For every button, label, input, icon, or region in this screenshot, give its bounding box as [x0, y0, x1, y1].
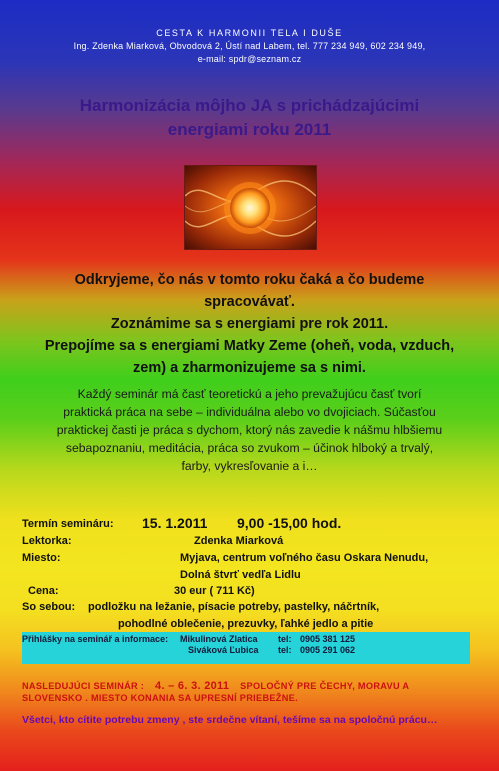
headline-line: Prepojíme sa s energiami Matky Zeme (oheň, voda, vzduch,: [44, 338, 455, 354]
term-label: Termín semináru:: [22, 518, 114, 530]
page-title: [0, 94, 499, 142]
lecturer-label: Lektorka:: [22, 535, 72, 547]
email-line: e-mail: spdr@seznam.cz: [197, 54, 302, 64]
next-seminar-dates: 4. – 6. 3. 2011: [155, 680, 230, 692]
description-line: praktickej časti je práca s dychom, ktorý nás zavedie k nášmu hlbšiemu: [56, 423, 443, 437]
next-seminar-text-1: SPOLOČNÝ PRE ČECHY, MORAVU A: [240, 681, 410, 691]
title-line-2: energiami roku 2011: [167, 120, 332, 139]
place-label: Miesto:: [22, 552, 61, 564]
contact-phone-2: 0905 291 062: [300, 645, 356, 655]
description-line: farby, vykresľovanie a i…: [181, 459, 318, 473]
sun-illustration: [185, 166, 316, 249]
contact-box: [22, 632, 470, 664]
organization-name: CESTA K HARMONII TELA I DUŠE: [156, 28, 343, 38]
description-line: sebapoznaniu, meditácia, práca so zvukom – účinok hlboký a trvalý,: [65, 441, 434, 455]
sun-image: [184, 165, 317, 250]
bring-label: So sebou:: [22, 601, 76, 613]
next-seminar: [22, 680, 492, 704]
address-line: Ing. Zdenka Miarková, Obvodová 2, Ústí nad Labem, tel. 777 234 949, 602 234 949,: [73, 41, 426, 51]
contact-tel-label-1: tel:: [278, 634, 292, 644]
headline-line: Odkryjeme, čo nás v tomto roku čaká a čo budeme: [74, 272, 425, 288]
contact-lead: Přihlášky na seminář a informace:: [22, 634, 169, 644]
title-line-1: Harmonizácia môjho JA s prichádzajúcimi: [79, 96, 420, 115]
price-label: Cena:: [28, 585, 59, 597]
contact-phone-1: 0905 381 125: [300, 634, 356, 644]
description-line: praktická práca na sebe – individuálna alebo vo dvojiciach. Súčasťou: [63, 405, 436, 419]
headline-block: [10, 269, 489, 379]
contact-person-2: Siváková Ľubica: [188, 645, 259, 655]
closing-message: Všetci, kto cítite potrebu zmeny , ste srdečne vítaní, tešíme sa na spoločnú prácu…: [22, 714, 438, 726]
description-line: Každý seminár má časť teoretickú a jeho prevažujúcu časť tvorí: [77, 387, 422, 401]
bring-line-2: pohodlné oblečenie, prezuvky, ľahké jedlo a pitie: [118, 618, 374, 630]
headline-line: zem) a zharmonizujeme sa s nimi.: [133, 360, 366, 376]
headline-line: spracovávať.: [204, 294, 295, 310]
contact-person-1: Mikulinová Zlatica: [180, 634, 258, 644]
place-line-2: Dolná štvrť vedľa Lidlu: [180, 569, 301, 581]
description-block: [20, 385, 479, 475]
bring-line-1: podložku na ležanie, písacie potreby, pastelky, náčrtník,: [88, 601, 380, 613]
price-value: 30 eur ( 711 Kč): [174, 585, 255, 597]
headline-line: Zoznámime sa s energiami pre rok 2011.: [110, 316, 389, 332]
next-seminar-text-2: SLOVENSKO . MIESTO KONANIA SA UPRESNÍ PRIEBEŽNE.: [22, 693, 298, 703]
term-date: 15. 1.2011: [142, 515, 208, 531]
next-seminar-label: NASLEDUJÚCI SEMINÁR :: [22, 681, 145, 691]
header: [0, 27, 499, 66]
lecturer-name: Zdenka Miarková: [194, 535, 284, 547]
place-line-1: Myjava, centrum voľného času Oskara Nenudu,: [180, 552, 429, 564]
contact-tel-label-2: tel:: [278, 645, 292, 655]
term-time: 9,00 -15,00 hod.: [237, 515, 342, 531]
